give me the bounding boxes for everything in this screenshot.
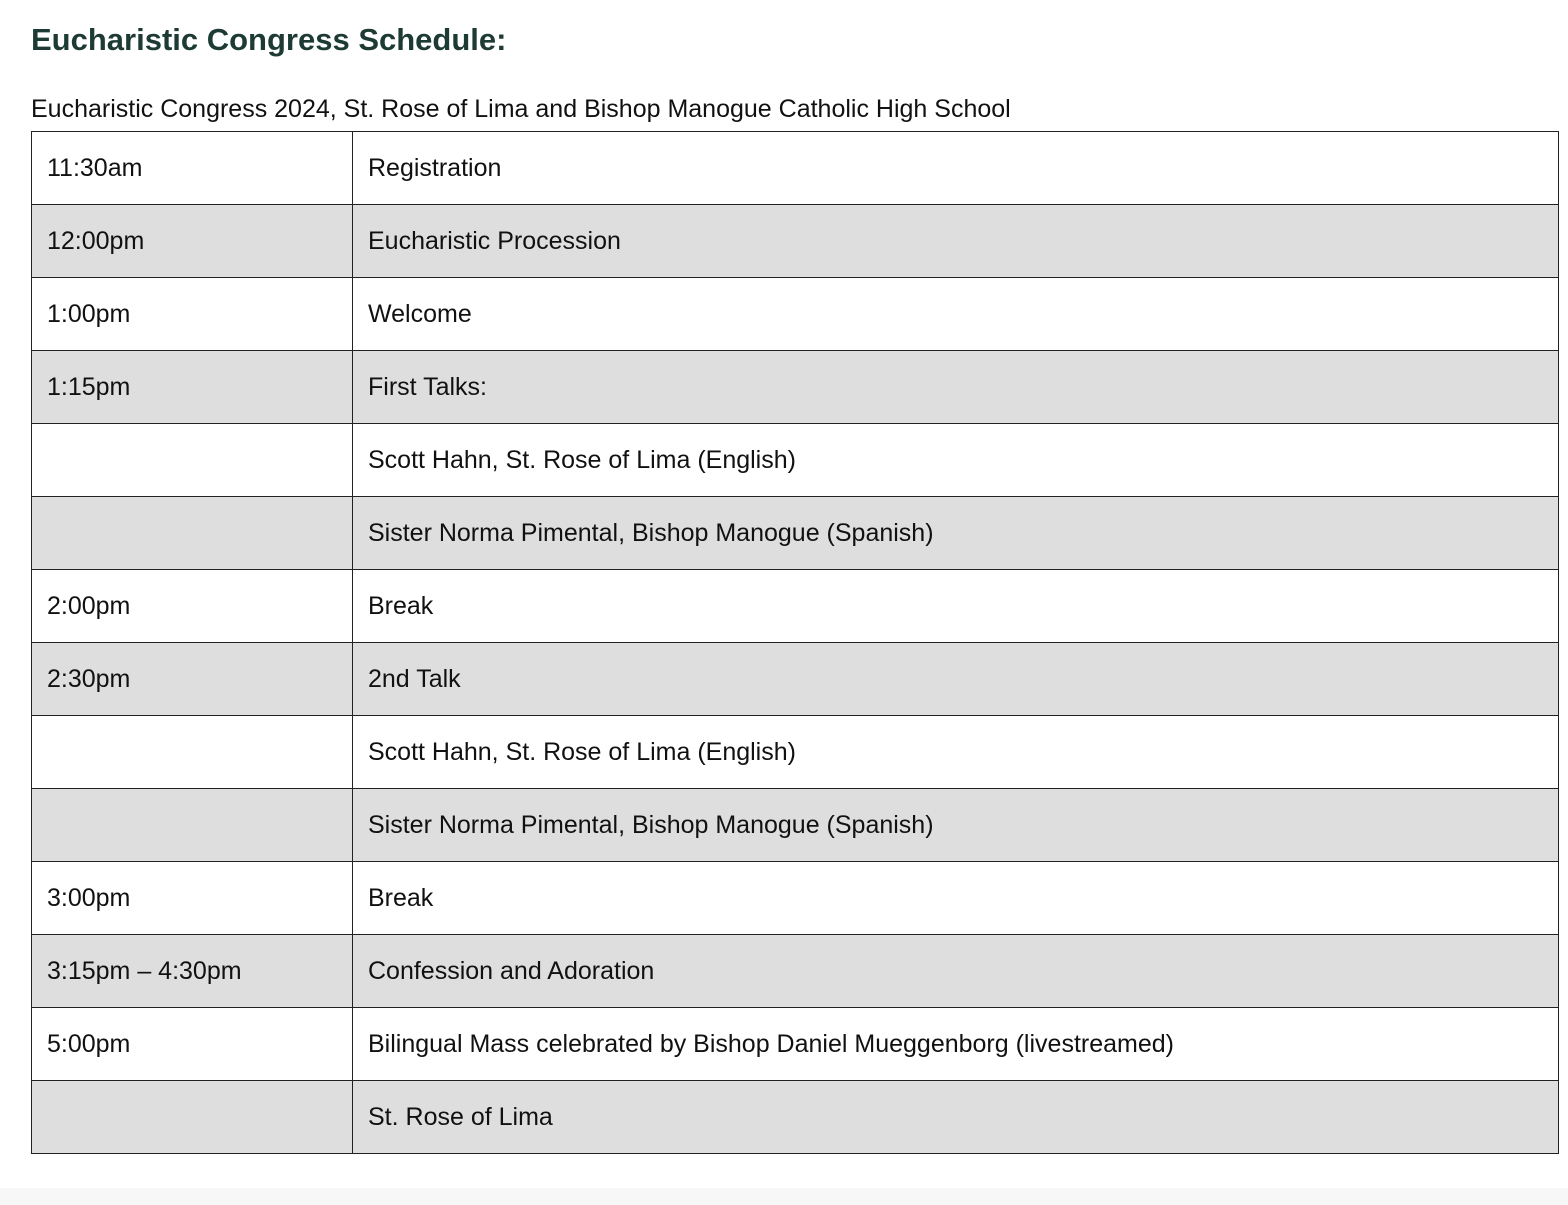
- time-cell: 3:15pm – 4:30pm: [32, 935, 353, 1008]
- event-cell: Scott Hahn, St. Rose of Lima (English): [353, 424, 1559, 497]
- event-cell: Eucharistic Procession: [353, 205, 1559, 278]
- event-cell: First Talks:: [353, 351, 1559, 424]
- schedule-table: [31, 131, 1559, 1154]
- table-row: [32, 278, 1559, 351]
- page-bottom-margin: [0, 1188, 1568, 1205]
- event-cell: St. Rose of Lima: [353, 1081, 1559, 1154]
- table-row: [32, 935, 1559, 1008]
- table-row: [32, 132, 1559, 205]
- page-title: Eucharistic Congress Schedule:: [31, 22, 507, 57]
- event-cell: Sister Norma Pimental, Bishop Manogue (Spanish): [353, 497, 1559, 570]
- table-row: [32, 789, 1559, 862]
- table-row: [32, 497, 1559, 570]
- table-row: [32, 862, 1559, 935]
- time-cell: [32, 497, 353, 570]
- event-cell: 2nd Talk: [353, 643, 1559, 716]
- event-cell: Scott Hahn, St. Rose of Lima (English): [353, 716, 1559, 789]
- time-cell: [32, 716, 353, 789]
- time-cell: 2:30pm: [32, 643, 353, 716]
- event-cell: Break: [353, 862, 1559, 935]
- time-cell: 12:00pm: [32, 205, 353, 278]
- time-cell: 3:00pm: [32, 862, 353, 935]
- table-row: [32, 1008, 1559, 1081]
- time-cell: [32, 424, 353, 497]
- table-row: [32, 643, 1559, 716]
- table-row: [32, 1081, 1559, 1154]
- time-cell: 1:00pm: [32, 278, 353, 351]
- table-row: [32, 351, 1559, 424]
- table-row: [32, 716, 1559, 789]
- event-cell: Bilingual Mass celebrated by Bishop Daniel Mueggenborg (livestreamed): [353, 1008, 1559, 1081]
- time-cell: [32, 789, 353, 862]
- time-cell: 2:00pm: [32, 570, 353, 643]
- event-cell: Registration: [353, 132, 1559, 205]
- time-cell: [32, 1081, 353, 1154]
- time-cell: 5:00pm: [32, 1008, 353, 1081]
- event-cell: Break: [353, 570, 1559, 643]
- time-cell: 11:30am: [32, 132, 353, 205]
- table-row: [32, 205, 1559, 278]
- event-cell: Welcome: [353, 278, 1559, 351]
- table-row: [32, 424, 1559, 497]
- event-subtitle: Eucharistic Congress 2024, St. Rose of Lima and Bishop Manogue Catholic High School: [31, 95, 1011, 123]
- event-cell: Sister Norma Pimental, Bishop Manogue (Spanish): [353, 789, 1559, 862]
- event-cell: Confession and Adoration: [353, 935, 1559, 1008]
- time-cell: 1:15pm: [32, 351, 353, 424]
- table-row: [32, 570, 1559, 643]
